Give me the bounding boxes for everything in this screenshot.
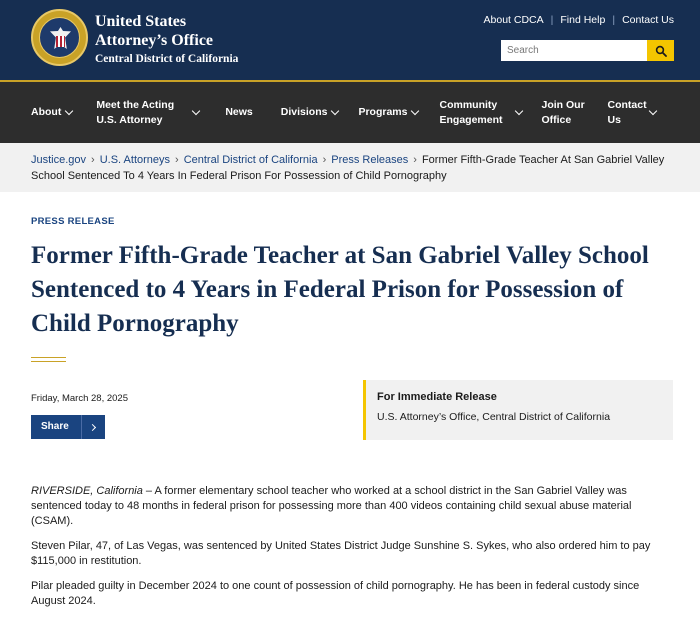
breadcrumb-separator: › xyxy=(175,154,179,166)
chevron-down-icon xyxy=(411,107,419,115)
gold-divider xyxy=(31,357,66,362)
nav-item-label: News xyxy=(225,106,253,118)
shield-icon xyxy=(56,36,65,47)
chevron-down-icon xyxy=(331,107,339,115)
breadcrumb-separator: › xyxy=(413,154,417,166)
release-info-box xyxy=(363,380,673,440)
breadcrumb-current: Former Fifth-Grade Teacher At San Gabriel Valley School Sentenced To 4 Years In Federal Prison For Possession of Child Pornography xyxy=(31,154,665,182)
search-button[interactable] xyxy=(647,40,674,61)
doj-seal-logo[interactable] xyxy=(31,9,88,66)
article xyxy=(0,216,700,609)
chevron-down-icon xyxy=(65,107,73,115)
article-meta xyxy=(31,380,669,468)
share-button[interactable] xyxy=(31,415,105,439)
about-cdca-link[interactable]: About CDCA xyxy=(483,14,544,26)
nav-item-programs[interactable] xyxy=(358,105,418,120)
search-icon xyxy=(655,45,667,57)
nav-item-divisions[interactable] xyxy=(281,105,339,120)
nav-item-about[interactable] xyxy=(31,105,72,120)
nav-item-label: Meet the Acting U.S. Attorney xyxy=(96,98,175,126)
breadcrumb-separator: › xyxy=(91,154,95,166)
office-subtitle: Central District of California xyxy=(95,53,239,65)
office-title[interactable] xyxy=(95,12,238,67)
nav-item-label: Join Our Office xyxy=(541,98,585,126)
share-button-label: Share xyxy=(31,415,82,439)
nav-item-label: Programs xyxy=(358,106,408,118)
breadcrumb xyxy=(0,143,700,192)
article-paragraph xyxy=(31,484,671,529)
release-title: For Immediate Release xyxy=(377,391,497,403)
page-title: Former Fifth-Grade Teacher at San Gabriel Valley School Sentenced to 4 Years in Federal Prison for Possession of Child Pornography xyxy=(31,242,649,337)
main-nav xyxy=(0,80,700,143)
article-body xyxy=(31,484,671,609)
office-title-line1: United States xyxy=(95,13,187,30)
article-paragraph: Steven Pilar, 47, of Las Vegas, was sentenced by United States District Judge Sunshine S. Sykes, who also ordered him to pay $115,000 in restitution. xyxy=(31,540,651,567)
article-paragraph: Pilar pleaded guilty in December 2024 to one count of possession of child pornography. He has been in federal custody since August 2024. xyxy=(31,580,640,607)
nav-item-community-engagement[interactable] xyxy=(439,98,522,128)
contact-us-link[interactable]: Contact Us xyxy=(622,14,674,26)
chevron-down-icon xyxy=(515,107,523,115)
nav-item-label: Community Engagement xyxy=(439,98,503,126)
utility-links xyxy=(484,14,674,26)
nav-item-join-our-office[interactable] xyxy=(541,98,585,128)
nav-item-meet-acting-us-attorney[interactable] xyxy=(96,98,199,128)
site-header xyxy=(0,0,700,80)
breadcrumb-link-central-district[interactable]: Central District of California xyxy=(183,154,318,166)
search-box xyxy=(501,40,674,61)
utility-separator: | xyxy=(550,14,554,26)
utility-separator: | xyxy=(612,14,616,26)
nav-item-news[interactable] xyxy=(225,105,252,120)
nav-item-label: Divisions xyxy=(280,106,328,118)
office-title-line2: Attorney’s Office xyxy=(95,32,214,49)
release-office: U.S. Attorney’s Office, Central District of California xyxy=(377,411,611,423)
breadcrumb-link-justice-gov[interactable]: Justice.gov xyxy=(31,154,87,166)
article-kicker: PRESS RELEASE xyxy=(31,216,115,227)
chevron-down-icon xyxy=(649,107,657,115)
paragraph-text: – A former elementary school teacher who worked at a school district in the San Gabriel Valley was sentenced today to 48 months in federal prison for possessing more than 400 videos containing child sexual abuse material (CSAM). xyxy=(31,485,632,527)
chevron-right-icon xyxy=(89,423,96,430)
dateline: RIVERSIDE, California xyxy=(31,485,143,497)
breadcrumb-separator: › xyxy=(322,154,327,166)
article-date: Friday, March 28, 2025 xyxy=(31,393,128,404)
nav-item-label: Contact Us xyxy=(607,98,647,126)
nav-item-contact-us[interactable] xyxy=(607,98,656,128)
search-input[interactable] xyxy=(501,40,647,61)
breadcrumb-link-us-attorneys[interactable]: U.S. Attorneys xyxy=(99,154,171,166)
breadcrumb-link-press-releases[interactable]: Press Releases xyxy=(331,154,409,166)
chevron-down-icon xyxy=(192,107,200,115)
nav-item-label: About xyxy=(31,106,62,118)
find-help-link[interactable]: Find Help xyxy=(560,14,606,26)
